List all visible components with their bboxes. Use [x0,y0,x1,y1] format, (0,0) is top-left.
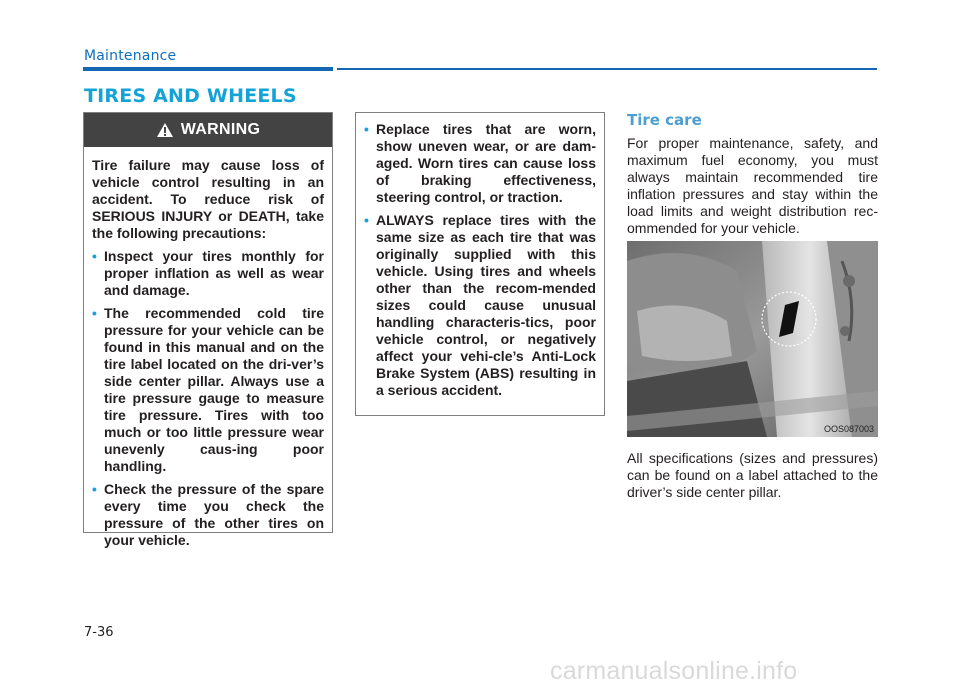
warning-list-col2 [356,121,604,399]
watermark: carmanualsonline.info [550,657,798,685]
list-item: • Check the pressure of the spare every time you check the pressure of the other tires on your vehicle. [92,481,324,548]
bullet-icon: • [92,305,97,321]
warning-intro: Tire failure may cause loss of vehicle control resulting in an accident. To reduce risk of SERIOUS INJURY or DEATH, take the following precautions: [92,157,324,241]
warning-triangle-icon [156,122,174,138]
door-pillar-illustration [627,241,878,437]
list-item: • Replace tires that are worn, show uneven wear, or are dam-aged. Worn tires can cause loss of braking effectiveness, steering control, or traction. [364,121,596,205]
list-item: • The recommended cold tire pressure for your vehicle can be found in this manual and on the tire label located on the dri-ver’s side center pillar. Always use a tire pressure gauge to measure tire pressure. Tires with too much or too little pressure wear unevenly caus-ing poor handling. [92,305,324,474]
warning-bar [84,113,332,147]
bullet-icon: • [92,481,97,497]
warning-box-continued [355,112,605,416]
header-rule-thick [83,67,333,71]
page-title: TIRES AND WHEELS [84,85,297,107]
warning-label: WARNING [180,121,261,138]
tire-care-paragraph-1: For proper maintenance, safety, and maximum fuel economy, you must always maintain recommended tire inflation pressures and stay within the load limits and weight distribution rec-ommended for your vehicle. [627,135,878,236]
tire-care-title: Tire care [627,111,702,129]
page-number: 7-36 [84,625,114,640]
bullet-icon: • [92,248,97,264]
door-pillar-photo [627,241,878,437]
header-rule-thin [337,68,877,70]
tire-care-paragraph-2: All specifications (sizes and pressures) can be found on a label attached to the driver’s side center pillar. [627,450,878,500]
bullet-icon: • [364,212,369,228]
bullet-icon: • [364,121,369,137]
list-item: • ALWAYS replace tires with the same size as each tire that was originally supplied with this vehicle. Using tires and wheels other than the recom-mended sizes could cause unusual handling characteris-tics, poor vehicle control, or negatively affect your vehi-cle’s Anti-Lock Brake System (ABS) resulting in a serious accident. [364,212,596,398]
warning-list-col1 [84,248,332,549]
section-header: Maintenance [84,48,177,64]
list-item: • Inspect your tires monthly for proper inflation as well as wear and damage. [92,248,324,298]
warning-box [83,112,333,548]
image-caption: OOS087003 [823,424,874,434]
